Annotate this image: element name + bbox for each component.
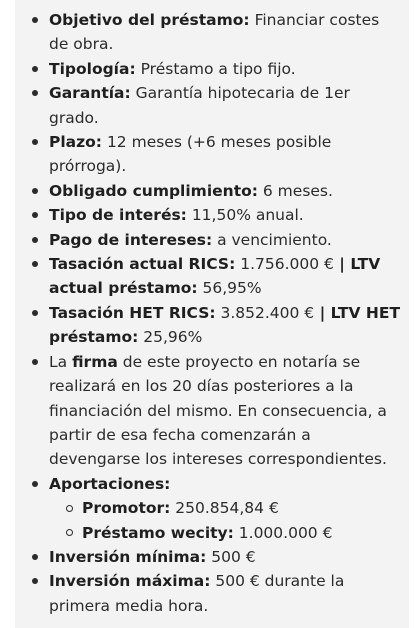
list-item-aportaciones	[15, 472, 409, 545]
item-value: 1.756.000 €	[235, 255, 334, 274]
item-value: Préstamo a tipo fijo.	[135, 59, 296, 78]
item-value: a vencimiento.	[212, 230, 332, 249]
item-label: Tasación HET RICS:	[49, 303, 216, 322]
list-item-garantia	[15, 81, 409, 130]
item-label: Aportaciones:	[49, 474, 171, 493]
item-label: Tasación actual RICS:	[49, 255, 236, 274]
item-extra-value: 56,95%	[197, 279, 262, 298]
item-value: 3.852.400 €	[215, 303, 315, 322]
item-value: 250.854,84 €	[170, 499, 279, 518]
list-item-plazo	[15, 130, 409, 179]
list-item-pago-intereses	[15, 228, 409, 252]
item-value: Financiar costes de obra.	[49, 11, 380, 54]
list-item-prestamo-wecity	[49, 521, 401, 545]
item-value: 1.000.000 €	[233, 523, 333, 542]
item-value: 11,50% anual.	[186, 206, 304, 225]
item-value: Garantía hipotecaria de 1er grado.	[49, 84, 350, 127]
item-label: Obligado cumplimiento:	[49, 181, 258, 200]
item-label: Inversión máxima:	[49, 572, 211, 591]
item-label: Objetivo del préstamo:	[49, 11, 250, 29]
item-label: Inversión mínima:	[49, 547, 207, 566]
list-item-objetivo	[15, 8, 409, 57]
list-item-firma	[15, 350, 409, 472]
item-extra-label: | LTV actual préstamo:	[49, 255, 381, 298]
item-label: Garantía:	[49, 84, 131, 103]
item-value: 6 meses.	[257, 181, 333, 200]
list-item-tasacion-actual	[15, 252, 409, 301]
loan-details-card	[15, 0, 409, 628]
item-label: Promotor:	[82, 499, 171, 518]
item-prefix: La	[49, 352, 73, 371]
list-item-promotor	[49, 496, 401, 520]
list-item-tasacion-het	[15, 301, 409, 350]
item-label: firma	[72, 352, 118, 371]
list-item-tipologia	[15, 57, 409, 81]
list-item-obligado-cumplimiento	[15, 179, 409, 203]
item-label: Tipología:	[49, 59, 136, 78]
item-label: Pago de intereses:	[49, 230, 213, 249]
item-extra-label: | LTV HET préstamo:	[49, 303, 401, 347]
item-label: Préstamo wecity:	[82, 523, 234, 542]
loan-details-list	[15, 0, 409, 618]
list-item-inversion-maxima	[15, 569, 409, 618]
item-value: 500 € durante la primera media hora.	[49, 572, 345, 615]
item-extra-value: 25,96%	[138, 328, 203, 347]
list-item-inversion-minima	[15, 545, 409, 569]
item-value: 12 meses (+6 meses posible prórroga).	[49, 133, 332, 176]
aportaciones-list	[49, 496, 401, 545]
item-value: de este proyecto en notaría se realizará en los 20 días posteriores a la financiación del mismo. En consecuencia, a partir de esa fecha comenzarán a devengarse los intereses correspondientes.	[49, 352, 387, 469]
list-item-tipo-interes	[15, 203, 409, 227]
item-label: Plazo:	[49, 133, 103, 152]
item-label: Tipo de interés:	[49, 206, 187, 225]
item-value: 500 €	[206, 547, 256, 566]
